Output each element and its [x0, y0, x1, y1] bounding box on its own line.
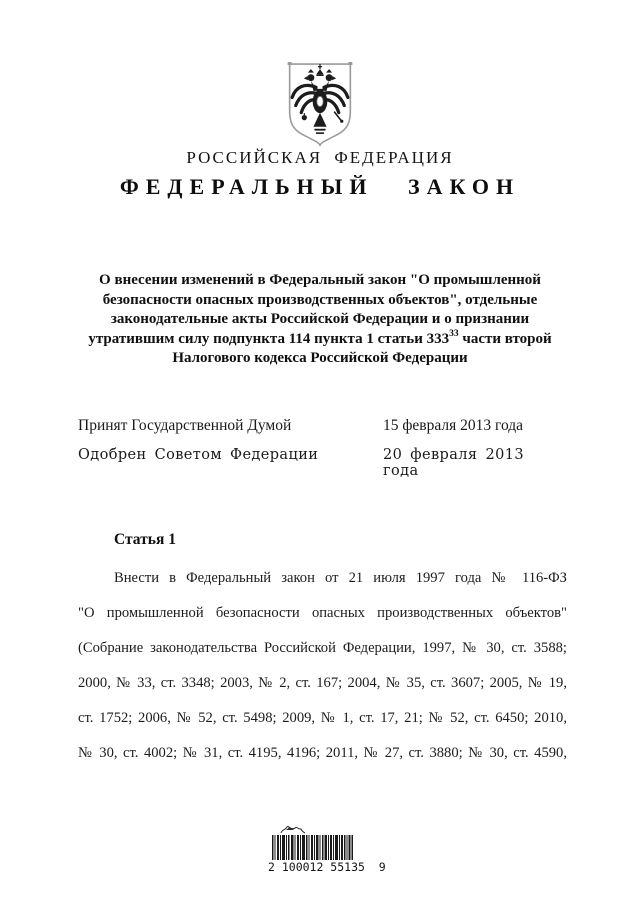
paragraph-line: 2000, № 33, ст. 3348; 2003, № 2, ст. 167; 2004, № 35, ст. 3607; 2005, № 19, — [78, 675, 567, 691]
paragraph-line: № 30, ст. 4002; № 31, ст. 4195, 4196; 2011, № 27, ст. 3880; № 30, ст. 4590, — [78, 745, 567, 761]
barcode-block — [268, 824, 386, 874]
article-paragraph — [78, 561, 567, 771]
paragraph-line: "О промышленной безопасности опасных производственных объектов" — [78, 605, 567, 621]
duma-adoption-date: 15 февраля 2013 года — [383, 417, 524, 434]
article-heading: Статья 1 — [114, 531, 176, 548]
article-superscript: 33 — [449, 328, 459, 339]
paragraph-line: (Собрание законодательства Российской Федерации, 1997, № 30, ст. 3588; — [78, 640, 567, 656]
law-title-line — [75, 330, 565, 350]
law-title — [75, 271, 565, 369]
law-title-line: Налогового кодекса Российской Федерации — [172, 350, 468, 366]
council-approval-row — [78, 447, 548, 479]
law-title-line: безопасности опасных производственных объектов", отдельные — [102, 291, 538, 308]
law-title-line: законодательные акты Российской Федерации и о признании — [110, 311, 530, 327]
law-title-line-post: части второй — [458, 330, 552, 347]
handwritten-mark-icon — [280, 824, 306, 834]
barcode-digits: 2 100012 55135 9 — [268, 860, 386, 874]
country-title: РОССИЙСКАЯ ФЕДЕРАЦИЯ — [186, 148, 454, 167]
law-title-line: О внесении изменений в Федеральный закон "О промышленной — [99, 272, 541, 288]
law-title-line-pre: утратившим силу подпункта 114 пункта 1 статьи 333 — [88, 330, 450, 347]
barcode-icon — [272, 835, 354, 860]
russia-coat-of-arms-icon — [286, 61, 354, 148]
adoption-block — [78, 417, 548, 491]
paragraph-line: Внести в Федеральный закон от 21 июля 1997 года № 116-ФЗ — [114, 570, 567, 586]
duma-adoption-label: Принят Государственной Думой — [78, 417, 292, 434]
document-type-title: ФЕДЕРАЛЬНЫЙ ЗАКОН — [119, 174, 521, 199]
council-approval-label: Одобрен Советом Федерации — [78, 447, 319, 463]
paragraph-line: ст. 1752; 2006, № 52, ст. 5498; 2009, № 1, ст. 17, 21; № 52, ст. 6450; 2010, — [78, 710, 567, 726]
council-approval-date: 20 февраля 2013 года — [383, 447, 524, 479]
duma-adoption-row — [78, 417, 548, 435]
